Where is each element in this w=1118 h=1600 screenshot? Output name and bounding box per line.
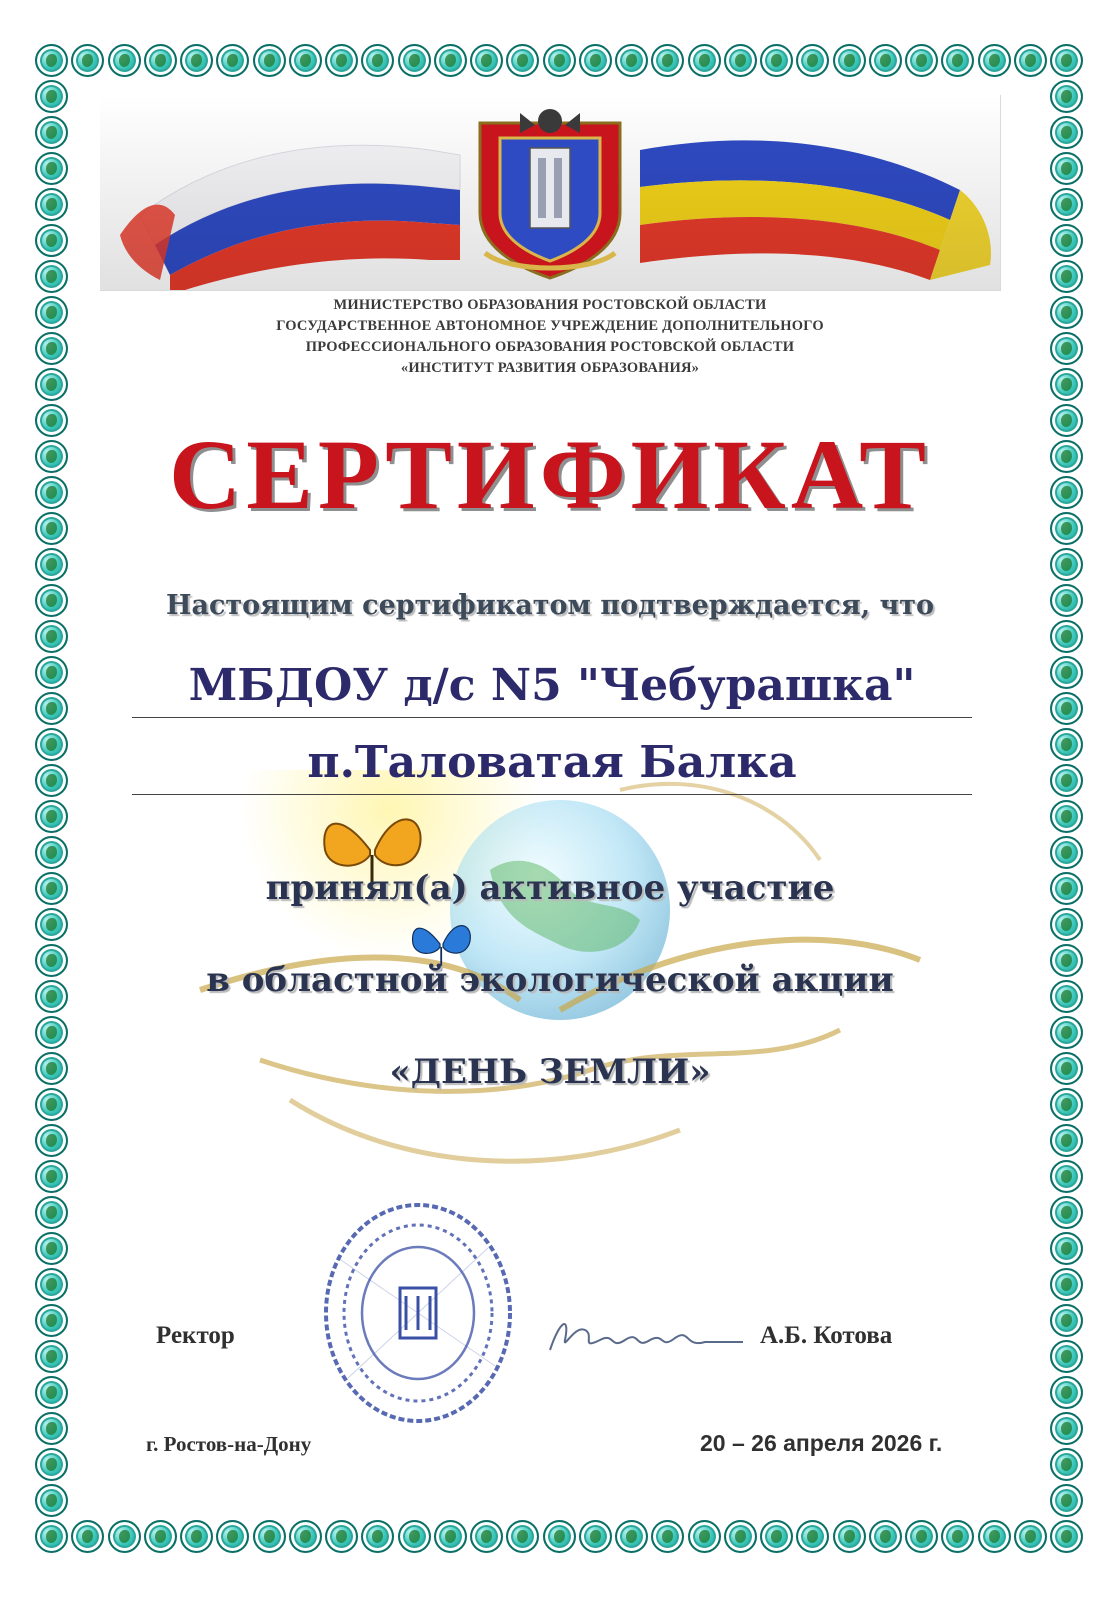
globe-border-icon: [1050, 692, 1083, 725]
globe-border-icon: [35, 800, 68, 833]
globe-border-icon: [361, 44, 394, 77]
globe-border-icon: [833, 44, 866, 77]
flag-banner: [100, 95, 1001, 291]
globe-border-icon: [1014, 44, 1047, 77]
globe-border-icon: [1050, 584, 1083, 617]
globe-border-icon: [941, 44, 974, 77]
globe-border-icon: [724, 44, 757, 77]
globe-border-icon: [1050, 1016, 1083, 1049]
globe-border-icon: [1050, 1088, 1083, 1121]
globe-border-icon: [35, 476, 68, 509]
globe-border-icon: [1050, 368, 1083, 401]
globe-border-icon: [1050, 1196, 1083, 1229]
globe-border-icon: [1050, 116, 1083, 149]
globe-border-icon: [1050, 404, 1083, 437]
globe-border-icon: [35, 620, 68, 653]
globe-border-icon: [978, 1520, 1011, 1553]
participation-text: принял(а) активное участие: [265, 868, 835, 908]
globe-border-icon: [1050, 764, 1083, 797]
globe-border-icon: [35, 1340, 68, 1373]
globe-border-icon: [144, 1520, 177, 1553]
globe-border-icon: [180, 44, 213, 77]
globe-border-icon: [35, 764, 68, 797]
coat-of-arms-icon: [460, 103, 640, 283]
globe-border-icon: [1050, 224, 1083, 257]
globe-border-icon: [289, 1520, 322, 1553]
globe-border-icon: [216, 44, 249, 77]
globe-border-icon: [35, 1196, 68, 1229]
globe-border-icon: [1050, 872, 1083, 905]
globe-border-icon: [651, 1520, 684, 1553]
ministry-line-3: ПРОФЕССИОНАЛЬНОГО ОБРАЗОВАНИЯ РОСТОВСКОЙ ОБЛАСТИ: [305, 339, 795, 355]
globe-border-icon: [180, 1520, 213, 1553]
globe-border-icon: [869, 1520, 902, 1553]
globe-border-icon: [216, 1520, 249, 1553]
globe-border-icon: [1050, 1124, 1083, 1157]
signatory-role: Ректор: [156, 1322, 235, 1349]
globe-border-icon: [1050, 1304, 1083, 1337]
globe-border-icon: [1050, 548, 1083, 581]
globe-border-icon: [760, 44, 793, 77]
globe-border-icon: [1050, 1160, 1083, 1193]
globe-border-icon: [1050, 656, 1083, 689]
globe-border-icon: [1050, 908, 1083, 941]
globe-border-icon: [543, 44, 576, 77]
globe-border-icon: [35, 656, 68, 689]
globe-border-icon: [1050, 1268, 1083, 1301]
globe-border-icon: [35, 512, 68, 545]
globe-border-icon: [506, 44, 539, 77]
globe-border-icon: [1050, 1520, 1083, 1553]
globe-border-icon: [978, 44, 1011, 77]
globe-border-icon: [35, 404, 68, 437]
globe-border-icon: [35, 1304, 68, 1337]
globe-border-icon: [1050, 1340, 1083, 1373]
globe-border-icon: [144, 44, 177, 77]
globe-border-icon: [1050, 188, 1083, 221]
ministry-line-4: «ИНСТИТУТ РАЗВИТИЯ ОБРАЗОВАНИЯ»: [400, 360, 700, 376]
globe-border-icon: [35, 44, 68, 77]
globe-border-icon: [1050, 440, 1083, 473]
globe-border-icon: [1050, 476, 1083, 509]
globe-border-icon: [71, 44, 104, 77]
globe-border-icon: [35, 548, 68, 581]
globe-border-icon: [35, 1160, 68, 1193]
globe-border-icon: [724, 1520, 757, 1553]
globe-border-icon: [1050, 296, 1083, 329]
globe-border-icon: [35, 944, 68, 977]
globe-border-icon: [253, 44, 286, 77]
globe-border-icon: [35, 728, 68, 761]
globe-border-icon: [1050, 512, 1083, 545]
globe-border-icon: [434, 1520, 467, 1553]
globe-border-icon: [1014, 1520, 1047, 1553]
city: г. Ростов-на-Дону: [146, 1432, 312, 1456]
globe-border-icon: [579, 44, 612, 77]
globe-border-icon: [579, 1520, 612, 1553]
globe-border-icon: [35, 1268, 68, 1301]
globe-border-icon: [1050, 836, 1083, 869]
globe-border-icon: [253, 1520, 286, 1553]
globe-border-icon: [35, 188, 68, 221]
globe-border-icon: [361, 1520, 394, 1553]
globe-border-icon: [35, 368, 68, 401]
globe-border-icon: [35, 260, 68, 293]
globe-border-icon: [688, 44, 721, 77]
globe-border-icon: [35, 1088, 68, 1121]
globe-border-icon: [35, 1376, 68, 1409]
globe-border-icon: [398, 1520, 431, 1553]
globe-border-icon: [470, 1520, 503, 1553]
globe-border-icon: [1050, 260, 1083, 293]
globe-border-icon: [1050, 152, 1083, 185]
globe-border-icon: [905, 44, 938, 77]
globe-border-icon: [325, 44, 358, 77]
event-line: в областной экологической акции: [206, 960, 894, 1000]
globe-border-icon: [1050, 728, 1083, 761]
globe-border-icon: [1050, 1484, 1083, 1517]
globe-border-icon: [1050, 1376, 1083, 1409]
globe-border-icon: [434, 44, 467, 77]
certificate-title: СЕРТИФИКАТ: [168, 419, 931, 530]
globe-border-icon: [1050, 980, 1083, 1013]
globe-border-icon: [470, 44, 503, 77]
globe-border-icon: [905, 1520, 938, 1553]
globe-border-icon: [71, 1520, 104, 1553]
globe-border-icon: [869, 44, 902, 77]
globe-border-icon: [651, 44, 684, 77]
globe-border-icon: [35, 80, 68, 113]
globe-border-icon: [35, 1016, 68, 1049]
globe-border-icon: [1050, 620, 1083, 653]
globe-border-icon: [35, 116, 68, 149]
signatory-name: А.Б. Котова: [760, 1322, 893, 1349]
globe-border-icon: [35, 152, 68, 185]
globe-border-icon: [1050, 80, 1083, 113]
globe-border-icon: [398, 44, 431, 77]
globe-border-icon: [35, 692, 68, 725]
globe-border-icon: [1050, 1448, 1083, 1481]
globe-border-icon: [796, 1520, 829, 1553]
globe-border-icon: [35, 1052, 68, 1085]
globe-border-icon: [35, 296, 68, 329]
globe-border-icon: [1050, 44, 1083, 77]
globe-border-icon: [35, 1232, 68, 1265]
globe-border-icon: [108, 1520, 141, 1553]
globe-border-icon: [325, 1520, 358, 1553]
globe-border-icon: [1050, 332, 1083, 365]
globe-border-icon: [35, 1448, 68, 1481]
globe-border-icon: [35, 1520, 68, 1553]
globe-border-icon: [688, 1520, 721, 1553]
globe-border-icon: [543, 1520, 576, 1553]
event-name: «ДЕНЬ ЗЕМЛИ»: [389, 1052, 711, 1092]
globe-border-icon: [506, 1520, 539, 1553]
globe-border-icon: [1050, 1232, 1083, 1265]
globe-border-icon: [289, 44, 322, 77]
globe-border-icon: [760, 1520, 793, 1553]
globe-border-icon: [35, 1124, 68, 1157]
signature-icon: [545, 1310, 745, 1360]
globe-border-icon: [35, 224, 68, 257]
recipient-line-2: п.Таловатая Балка: [132, 732, 972, 795]
globe-border-icon: [796, 44, 829, 77]
stamp-icon: [318, 1198, 518, 1428]
globe-border-icon: [1050, 1412, 1083, 1445]
globe-border-icon: [35, 584, 68, 617]
globe-border-icon: [35, 872, 68, 905]
globe-border-icon: [1050, 800, 1083, 833]
globe-border-icon: [35, 836, 68, 869]
globe-border-icon: [35, 980, 68, 1013]
globe-border-icon: [615, 44, 648, 77]
globe-border-icon: [35, 440, 68, 473]
ministry-line-2: ГОСУДАРСТВЕННОЕ АВТОНОМНОЕ УЧРЕЖДЕНИЕ ДОПОЛНИТЕЛЬНОГО: [276, 318, 824, 334]
globe-border-icon: [1050, 944, 1083, 977]
ministry-line-1: МИНИСТЕРСТВО ОБРАЗОВАНИЯ РОСТОВСКОЙ ОБЛАСТИ: [333, 297, 767, 313]
globe-border-icon: [35, 1484, 68, 1517]
globe-border-icon: [108, 44, 141, 77]
globe-border-icon: [1050, 1052, 1083, 1085]
globe-border-icon: [35, 908, 68, 941]
globe-border-icon: [615, 1520, 648, 1553]
recipient-line-1: МБДОУ д/с N5 "Чебурашка": [132, 655, 972, 718]
event-dates: 20 – 26 апреля 2026 г.: [700, 1430, 943, 1456]
globe-border-icon: [833, 1520, 866, 1553]
globe-border-icon: [35, 332, 68, 365]
globe-border-icon: [35, 1412, 68, 1445]
globe-border-icon: [941, 1520, 974, 1553]
confirmation-text: Настоящим сертификатом подтверждается, что: [165, 590, 935, 621]
